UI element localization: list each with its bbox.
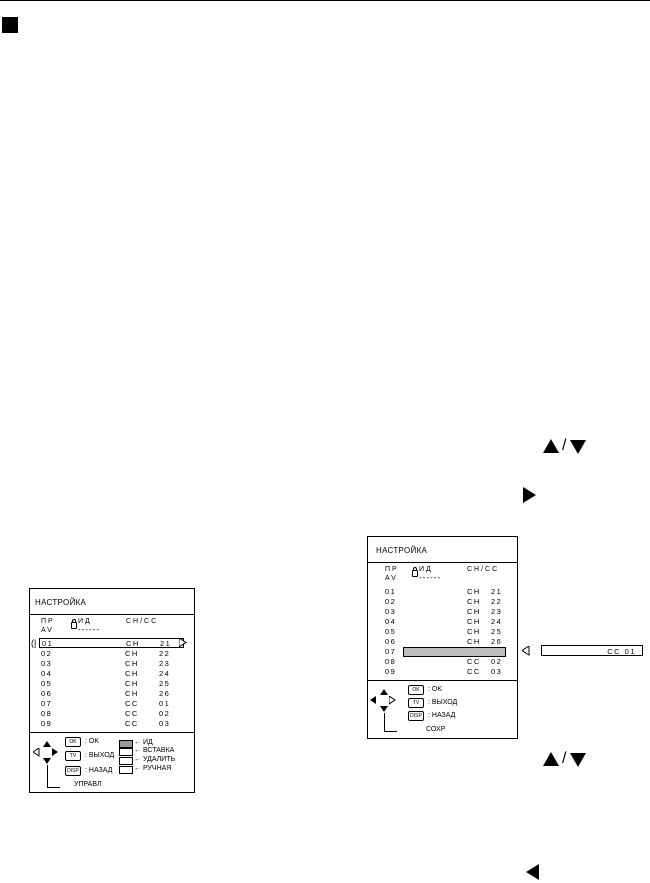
up-arrow-icon — [543, 439, 559, 453]
tv-key-icon: TV — [65, 751, 81, 761]
color-button-id — [119, 740, 133, 748]
nav-left-icon — [33, 748, 40, 757]
channel-row[interactable]: 06 CH 26 — [385, 637, 503, 646]
tuning-menu-left — [29, 588, 195, 793]
disp-key-icon: DISP — [408, 711, 424, 721]
back-label: : НАЗАД — [428, 712, 456, 719]
channel-row[interactable]: 01 CH 21 — [385, 587, 503, 596]
cursor-bracket-icon: (| — [31, 638, 37, 648]
channel-row[interactable]: 05 CH 25 — [385, 627, 503, 636]
color-label-delete: ← УДАЛИТЬ — [134, 756, 176, 763]
tuning-menu-right — [367, 536, 518, 739]
down-arrow-icon — [570, 440, 586, 454]
name-dashes: ------ — [78, 625, 100, 634]
channel-row-selected[interactable]: 01 CH 21 — [39, 638, 184, 648]
channel-row[interactable]: 08 CC 02 — [385, 657, 503, 666]
channel-row[interactable]: 08 CC 02 — [41, 709, 171, 718]
channel-row[interactable]: 06 CH 26 — [41, 689, 171, 698]
color-button-insert — [119, 748, 133, 756]
nav-caption: СОХР — [426, 726, 446, 733]
channel-row[interactable]: 09 CC 03 — [41, 719, 171, 728]
channel-row[interactable]: 04 CH 24 — [385, 617, 503, 626]
menu-title: НАСТРОЙКА — [35, 598, 87, 607]
av-label: AV — [385, 575, 398, 582]
divider — [368, 680, 517, 681]
channel-row[interactable]: 04 CH 24 — [41, 669, 171, 678]
nav-up-icon — [43, 741, 51, 747]
channel-row[interactable]: 03 CH 23 — [385, 607, 503, 616]
channel-row[interactable]: 09 CC 03 — [385, 667, 503, 676]
color-label-insert: ← ВСТАВКА — [134, 747, 175, 754]
channel-row-highlight[interactable] — [403, 647, 506, 657]
nav-bracket — [47, 765, 60, 788]
exit-label: : ВЫХОД — [85, 752, 115, 759]
exit-label: : ВЫХОД — [428, 699, 458, 706]
channel-row[interactable]: 03 CH 23 — [41, 659, 171, 668]
nav-down-icon — [380, 706, 388, 712]
channel-row[interactable]: 05 CH 25 — [41, 679, 171, 688]
divider — [30, 614, 194, 615]
channel-row[interactable]: 02 CH 22 — [385, 597, 503, 606]
up-arrow-icon — [543, 752, 559, 766]
color-button-manual — [119, 766, 133, 774]
column-header-id: ИД — [419, 566, 433, 573]
color-label-manual: ← РУЧНАЯ — [134, 765, 172, 772]
column-header-pr: ПР — [385, 566, 399, 573]
ok-label: : OK — [85, 738, 100, 745]
channel-row[interactable]: 07 CC 01 — [41, 699, 171, 708]
nav-right-icon — [389, 696, 396, 705]
nav-down-icon — [43, 758, 51, 764]
channel-row[interactable]: 02 CH 22 — [41, 649, 171, 658]
tv-key-icon: TV — [408, 698, 424, 708]
top-rule — [0, 0, 650, 1]
nav-up-icon — [380, 689, 388, 695]
lock-icon — [71, 622, 77, 629]
nav-right-icon — [52, 748, 58, 756]
left-hint-arrow-icon — [522, 646, 530, 656]
divider — [30, 732, 194, 733]
lock-icon — [412, 570, 418, 577]
disp-key-icon: DISP — [65, 766, 81, 776]
black-square-icon — [2, 17, 18, 33]
column-header-chcc: CH/CC — [467, 566, 500, 573]
column-header-chcc: CH/CC — [126, 618, 159, 625]
menu-title: НАСТРОЙКА — [376, 546, 428, 555]
slash-separator: / — [562, 437, 567, 454]
color-label-id: ← ИД — [134, 739, 153, 746]
column-header-id: ИД — [78, 618, 92, 625]
name-dashes: ------ — [419, 573, 441, 582]
down-arrow-icon — [570, 753, 586, 767]
nav-bracket — [384, 713, 397, 732]
nav-caption: УПРАВЛ — [74, 781, 102, 788]
right-hint-arrow-icon — [179, 638, 187, 648]
ok-key-icon: OK — [65, 737, 81, 747]
divider — [368, 562, 517, 563]
channel-entry-box[interactable]: CC 01 — [541, 645, 643, 656]
channel-row-07[interactable]: 07 — [385, 647, 397, 656]
back-label: : НАЗАД — [85, 767, 113, 774]
color-button-delete — [119, 757, 133, 765]
slash-separator: / — [562, 750, 567, 767]
nav-left-icon — [370, 696, 376, 704]
left-arrow-icon — [526, 864, 539, 880]
av-label: AV — [41, 627, 54, 634]
ok-key-icon: OK — [408, 685, 424, 695]
right-arrow-icon — [523, 487, 536, 503]
ok-label: : OK — [428, 686, 443, 693]
column-header-pr: ПР — [41, 618, 55, 625]
